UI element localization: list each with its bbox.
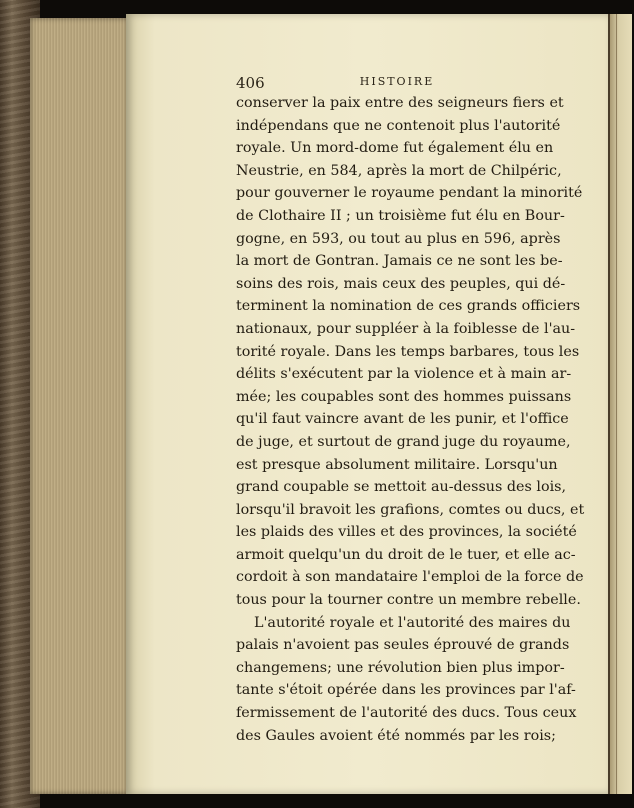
text-line: est presque absolument militaire. Lorsqu'un	[236, 456, 558, 473]
text-line: soins des rois, mais ceux des peuples, qui dé-	[236, 275, 566, 292]
text-line: de juge, et surtout de grand juge du royaume,	[236, 433, 571, 450]
text-line: de Clothaire II ; un troisième fut élu en Bour-	[236, 207, 565, 224]
text-line: mée; les coupables sont des hommes puissans	[236, 388, 572, 405]
text-line: tante s'étoit opérée dans les provinces par l'af-	[236, 682, 576, 699]
text-line: grand coupable se mettoit au-dessus des lois,	[236, 479, 567, 496]
paragraph-start-line: L'autorité royale et l'autorité des maires du	[254, 614, 571, 631]
body-text	[236, 92, 585, 747]
text-line: délits s'exécutent par la violence et à main ar-	[236, 366, 572, 383]
text-line: Neustrie, en 584, après la mort de Chilpéric,	[236, 162, 562, 179]
page-header	[236, 74, 558, 92]
text-line: tous pour la tourner contre un membre rebelle.	[236, 592, 581, 609]
text-line: fermissement de l'autorité des ducs. Tous ceux	[236, 705, 577, 722]
text-line: la mort de Gontran. Jamais ce ne sont les be-	[236, 253, 563, 270]
facing-page-edge	[608, 14, 632, 794]
text-line: qu'il faut vaincre avant de les punir, et l'office	[236, 411, 569, 428]
text-line: changemens; une révolution bien plus impor-	[236, 659, 565, 676]
page-edges	[30, 18, 130, 794]
text-line: royale. Un mord-dome fut également élu en	[236, 140, 554, 157]
text-line: gogne, en 593, ou tout au plus en 596, après	[236, 230, 561, 247]
text-line: torité royale. Dans les temps barbares, tous les	[236, 343, 580, 360]
text-line: nationaux, pour suppléer à la foiblesse de l'au-	[236, 320, 576, 337]
text-line: armoit quelqu'un du droit de le tuer, et elle ac-	[236, 546, 576, 563]
text-line: pour gouverner le royaume pendant la minorité	[236, 185, 583, 202]
text-line: palais n'avoient pas seules éprouvé de grands	[236, 637, 570, 654]
text-line: conserver la paix entre des seigneurs fiers et	[236, 95, 564, 111]
text-line: lorsqu'il bravoit les grafions, comtes ou ducs, et	[236, 501, 585, 518]
text-line: terminent la nomination de ces grands officiers	[236, 298, 581, 315]
running-title: HISTOIRE	[359, 75, 435, 88]
text-line: cordoit à son mandataire l'emploi de la force de	[236, 569, 584, 586]
text-line: les plaids des villes et des provinces, la société	[236, 524, 577, 541]
text-line: des Gaules avoient été nommés par les rois;	[236, 727, 556, 744]
page-number: 406	[236, 74, 265, 92]
text-line: indépendans que ne contenoit plus l'autorité	[236, 117, 561, 134]
